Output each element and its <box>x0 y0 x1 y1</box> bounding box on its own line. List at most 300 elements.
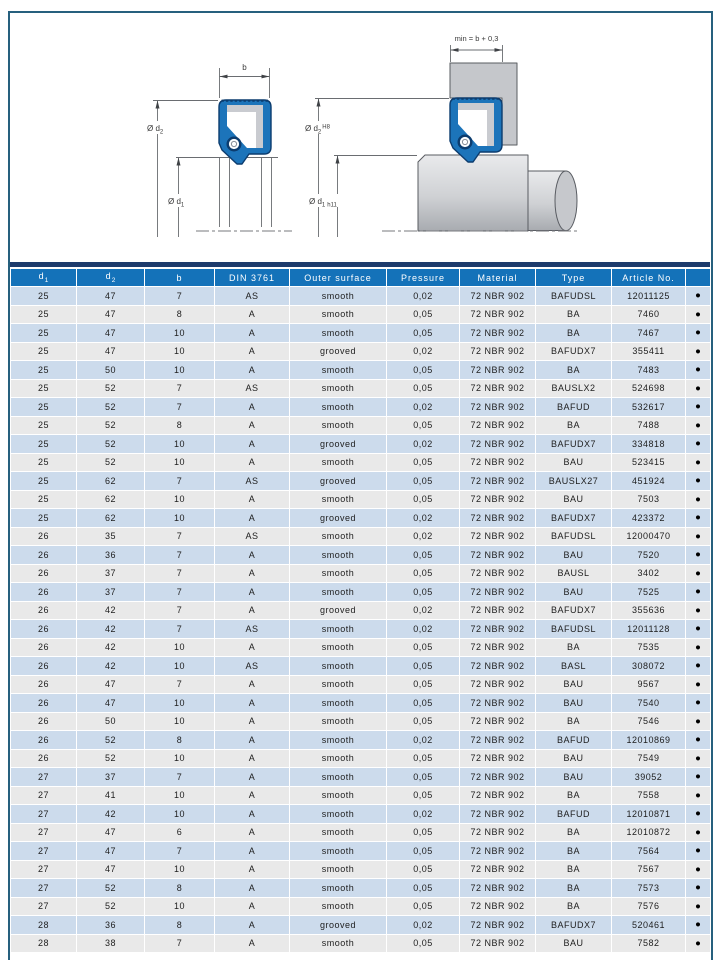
availability-dot: ● <box>686 749 711 768</box>
cell-type: BAU <box>536 694 612 713</box>
cell-d2: 42 <box>77 638 145 657</box>
cell-d1: 26 <box>11 583 77 602</box>
cell-outer-surface: smooth <box>290 398 387 417</box>
cell-din3761: A <box>215 916 290 935</box>
cell-material: 72 NBR 902 <box>460 509 536 528</box>
cell-d2: 52 <box>77 731 145 750</box>
cell-d1: 25 <box>11 305 77 324</box>
availability-dot: ● <box>686 583 711 602</box>
cell-article-no: 423372 <box>612 509 686 528</box>
cell-type: BA <box>536 638 612 657</box>
cell-material: 72 NBR 902 <box>460 361 536 380</box>
cell-din3761: A <box>215 583 290 602</box>
cell-material: 72 NBR 902 <box>460 749 536 768</box>
cell-d2: 47 <box>77 675 145 694</box>
installed-seal <box>450 98 502 162</box>
cell-d1: 28 <box>11 934 77 953</box>
cell-type: BASL <box>536 657 612 676</box>
cell-outer-surface: smooth <box>290 638 387 657</box>
table-row <box>11 842 711 861</box>
cell-type: BAU <box>536 934 612 953</box>
cell-type: BAU <box>536 453 612 472</box>
cell-outer-surface: grooved <box>290 601 387 620</box>
cell-din3761: AS <box>215 620 290 639</box>
cell-article-no: 7564 <box>612 842 686 861</box>
col-header-marker <box>686 269 711 287</box>
cell-article-no: 7549 <box>612 749 686 768</box>
table-row <box>11 712 711 731</box>
cell-type: BA <box>536 416 612 435</box>
cell-din3761: A <box>215 731 290 750</box>
table-row <box>11 638 711 657</box>
cell-d2: 52 <box>77 435 145 454</box>
cell-pressure: 0,05 <box>387 324 460 343</box>
cell-din3761: AS <box>215 527 290 546</box>
cell-outer-surface: smooth <box>290 379 387 398</box>
cell-article-no: 7567 <box>612 860 686 879</box>
cell-pressure: 0,05 <box>387 453 460 472</box>
cell-outer-surface: smooth <box>290 657 387 676</box>
cell-d1: 25 <box>11 398 77 417</box>
cell-outer-surface: smooth <box>290 675 387 694</box>
availability-dot: ● <box>686 842 711 861</box>
availability-dot: ● <box>686 879 711 898</box>
dim-label-d2-h8: Ø $d_2^{H8}$ <box>305 124 330 136</box>
cell-b: 7 <box>145 583 215 602</box>
cell-din3761: A <box>215 638 290 657</box>
cell-article-no: 532617 <box>612 398 686 417</box>
cell-d1: 26 <box>11 564 77 583</box>
cell-outer-surface: smooth <box>290 453 387 472</box>
cell-pressure: 0,05 <box>387 583 460 602</box>
dim-label-d2: Ø $d_2$ <box>147 124 164 136</box>
table-row <box>11 897 711 916</box>
table-row <box>11 583 711 602</box>
cell-material: 72 NBR 902 <box>460 675 536 694</box>
cell-material: 72 NBR 902 <box>460 768 536 787</box>
cell-article-no: 39052 <box>612 768 686 787</box>
availability-dot: ● <box>686 638 711 657</box>
cell-material: 72 NBR 902 <box>460 416 536 435</box>
cell-pressure: 0,05 <box>387 749 460 768</box>
cell-pressure: 0,02 <box>387 916 460 935</box>
cell-b: 7 <box>145 527 215 546</box>
cell-type: BA <box>536 842 612 861</box>
cell-outer-surface: smooth <box>290 546 387 565</box>
cell-type: BAUSLX2 <box>536 379 612 398</box>
cell-b: 10 <box>145 490 215 509</box>
table-row <box>11 620 711 639</box>
cell-d1: 28 <box>11 916 77 935</box>
cell-type: BAFUD <box>536 731 612 750</box>
cell-b: 10 <box>145 361 215 380</box>
cell-material: 72 NBR 902 <box>460 379 536 398</box>
cell-material: 72 NBR 902 <box>460 564 536 583</box>
dim-label-b: b <box>242 63 247 72</box>
cell-article-no: 12011125 <box>612 287 686 306</box>
cell-din3761: A <box>215 823 290 842</box>
cell-b: 7 <box>145 934 215 953</box>
col-header-d1: $d_1$ <box>11 269 77 287</box>
cell-type: BA <box>536 860 612 879</box>
cell-b: 10 <box>145 860 215 879</box>
cell-b: 10 <box>145 786 215 805</box>
cell-type: BAU <box>536 749 612 768</box>
cell-material: 72 NBR 902 <box>460 287 536 306</box>
table-row <box>11 472 711 491</box>
col-header-d2: $d_2$ <box>77 269 145 287</box>
cell-b: 7 <box>145 398 215 417</box>
availability-dot: ● <box>686 509 711 528</box>
cell-b: 6 <box>145 823 215 842</box>
cell-din3761: A <box>215 842 290 861</box>
cell-outer-surface: smooth <box>290 897 387 916</box>
cell-d1: 27 <box>11 879 77 898</box>
cell-type: BAU <box>536 675 612 694</box>
cell-material: 72 NBR 902 <box>460 398 536 417</box>
dim-label-d1: Ø $d_1$ <box>168 197 185 209</box>
cell-d2: 36 <box>77 916 145 935</box>
cell-d1: 27 <box>11 860 77 879</box>
cell-outer-surface: grooved <box>290 472 387 491</box>
table-row <box>11 749 711 768</box>
cell-pressure: 0,02 <box>387 527 460 546</box>
table-row <box>11 694 711 713</box>
cell-type: BAFUDX7 <box>536 601 612 620</box>
cell-material: 72 NBR 902 <box>460 583 536 602</box>
cell-d1: 26 <box>11 638 77 657</box>
cell-d2: 62 <box>77 472 145 491</box>
cell-article-no: 7540 <box>612 694 686 713</box>
cell-b: 7 <box>145 379 215 398</box>
table-row <box>11 435 711 454</box>
cell-pressure: 0,05 <box>387 694 460 713</box>
cell-d1: 25 <box>11 287 77 306</box>
cell-material: 72 NBR 902 <box>460 601 536 620</box>
availability-dot: ● <box>686 768 711 787</box>
table-row <box>11 361 711 380</box>
cell-pressure: 0,02 <box>387 620 460 639</box>
cell-pressure: 0,05 <box>387 860 460 879</box>
cell-b: 10 <box>145 805 215 824</box>
cell-outer-surface: smooth <box>290 879 387 898</box>
cell-material: 72 NBR 902 <box>460 490 536 509</box>
cell-pressure: 0,05 <box>387 768 460 787</box>
cell-b: 7 <box>145 601 215 620</box>
cell-article-no: 355411 <box>612 342 686 361</box>
cell-article-no: 520461 <box>612 916 686 935</box>
cell-article-no: 7460 <box>612 305 686 324</box>
cell-din3761: A <box>215 435 290 454</box>
cell-b: 10 <box>145 435 215 454</box>
availability-dot: ● <box>686 786 711 805</box>
cell-type: BA <box>536 879 612 898</box>
cell-type: BAU <box>536 546 612 565</box>
cell-article-no: 7483 <box>612 361 686 380</box>
table-row <box>11 287 711 306</box>
table-row <box>11 675 711 694</box>
cell-pressure: 0,05 <box>387 897 460 916</box>
cell-outer-surface: grooved <box>290 342 387 361</box>
table-row <box>11 527 711 546</box>
cell-type: BAFUDX7 <box>536 916 612 935</box>
cell-d2: 47 <box>77 305 145 324</box>
cell-pressure: 0,05 <box>387 786 460 805</box>
cell-pressure: 0,05 <box>387 305 460 324</box>
cell-din3761: AS <box>215 472 290 491</box>
cell-d2: 52 <box>77 416 145 435</box>
cell-d1: 26 <box>11 620 77 639</box>
cell-d1: 25 <box>11 509 77 528</box>
cell-b: 10 <box>145 453 215 472</box>
cell-d2: 47 <box>77 324 145 343</box>
cell-outer-surface: smooth <box>290 860 387 879</box>
cell-type: BA <box>536 712 612 731</box>
spec-table <box>10 268 711 953</box>
table-row <box>11 805 711 824</box>
cell-material: 72 NBR 902 <box>460 527 536 546</box>
cell-d1: 26 <box>11 749 77 768</box>
cell-din3761: A <box>215 897 290 916</box>
cell-pressure: 0,05 <box>387 472 460 491</box>
cell-pressure: 0,05 <box>387 842 460 861</box>
cell-article-no: 7520 <box>612 546 686 565</box>
cell-material: 72 NBR 902 <box>460 472 536 491</box>
cell-article-no: 451924 <box>612 472 686 491</box>
cell-din3761: A <box>215 601 290 620</box>
dim-label-min-width: min = b + 0,3 <box>454 34 499 43</box>
cell-d1: 26 <box>11 675 77 694</box>
cell-type: BA <box>536 786 612 805</box>
cell-article-no: 12010869 <box>612 731 686 750</box>
cell-din3761: A <box>215 768 290 787</box>
seal-technical-diagram <box>0 0 720 258</box>
cell-d2: 52 <box>77 453 145 472</box>
table-row <box>11 379 711 398</box>
availability-dot: ● <box>686 305 711 324</box>
cell-d1: 25 <box>11 435 77 454</box>
cell-article-no: 7535 <box>612 638 686 657</box>
availability-dot: ● <box>686 675 711 694</box>
seal-specifications-table <box>10 262 710 953</box>
cell-pressure: 0,05 <box>387 564 460 583</box>
cell-material: 72 NBR 902 <box>460 324 536 343</box>
availability-dot: ● <box>686 712 711 731</box>
cell-din3761: A <box>215 564 290 583</box>
cell-outer-surface: smooth <box>290 842 387 861</box>
cell-material: 72 NBR 902 <box>460 805 536 824</box>
shaft-end-face <box>555 171 577 231</box>
cell-type: BAU <box>536 583 612 602</box>
cell-outer-surface: smooth <box>290 416 387 435</box>
cell-pressure: 0,05 <box>387 416 460 435</box>
cell-pressure: 0,05 <box>387 361 460 380</box>
availability-dot: ● <box>686 564 711 583</box>
cell-d2: 42 <box>77 657 145 676</box>
table-row <box>11 657 711 676</box>
cell-d2: 62 <box>77 509 145 528</box>
cell-b: 7 <box>145 620 215 639</box>
cell-article-no: 12000470 <box>612 527 686 546</box>
cell-article-no: 7488 <box>612 416 686 435</box>
cell-type: BAFUD <box>536 805 612 824</box>
availability-dot: ● <box>686 916 711 935</box>
cell-outer-surface: smooth <box>290 823 387 842</box>
col-header-type: Type <box>536 269 612 287</box>
seal-cross-section <box>219 100 271 164</box>
cell-d1: 25 <box>11 490 77 509</box>
cell-din3761: A <box>215 490 290 509</box>
cell-type: BA <box>536 324 612 343</box>
cell-d2: 37 <box>77 768 145 787</box>
cell-type: BAFUDSL <box>536 620 612 639</box>
cell-din3761: A <box>215 361 290 380</box>
cell-type: BAUSL <box>536 564 612 583</box>
cell-b: 8 <box>145 416 215 435</box>
cell-d2: 62 <box>77 490 145 509</box>
cell-article-no: 12010872 <box>612 823 686 842</box>
cell-d1: 25 <box>11 453 77 472</box>
cell-d2: 42 <box>77 620 145 639</box>
cell-pressure: 0,05 <box>387 934 460 953</box>
cell-d2: 47 <box>77 842 145 861</box>
cell-article-no: 334818 <box>612 435 686 454</box>
table-row <box>11 305 711 324</box>
cell-type: BAFUDSL <box>536 527 612 546</box>
table-row <box>11 509 711 528</box>
availability-dot: ● <box>686 823 711 842</box>
cell-material: 72 NBR 902 <box>460 934 536 953</box>
cell-type: BAFUDX7 <box>536 342 612 361</box>
table-row <box>11 398 711 417</box>
table-row <box>11 453 711 472</box>
col-header-pressure: Pressure <box>387 269 460 287</box>
cell-type: BA <box>536 897 612 916</box>
cell-b: 7 <box>145 564 215 583</box>
cell-d1: 25 <box>11 379 77 398</box>
left-diagram <box>145 63 292 237</box>
cell-b: 8 <box>145 879 215 898</box>
cell-d2: 47 <box>77 694 145 713</box>
cell-outer-surface: grooved <box>290 435 387 454</box>
availability-dot: ● <box>686 324 711 343</box>
cell-din3761: AS <box>215 379 290 398</box>
cell-material: 72 NBR 902 <box>460 435 536 454</box>
cell-b: 8 <box>145 731 215 750</box>
cell-material: 72 NBR 902 <box>460 694 536 713</box>
cell-material: 72 NBR 902 <box>460 453 536 472</box>
availability-dot: ● <box>686 490 711 509</box>
availability-dot: ● <box>686 527 711 546</box>
table-body <box>11 287 711 953</box>
cell-outer-surface: smooth <box>290 731 387 750</box>
availability-dot: ● <box>686 472 711 491</box>
availability-dot: ● <box>686 435 711 454</box>
availability-dot: ● <box>686 860 711 879</box>
cell-outer-surface: smooth <box>290 490 387 509</box>
cell-article-no: 7525 <box>612 583 686 602</box>
availability-dot: ● <box>686 342 711 361</box>
cell-outer-surface: smooth <box>290 786 387 805</box>
cell-din3761: A <box>215 546 290 565</box>
cell-type: BAFUD <box>536 398 612 417</box>
cell-d1: 27 <box>11 768 77 787</box>
cell-d2: 42 <box>77 805 145 824</box>
table-row <box>11 879 711 898</box>
cell-din3761: A <box>215 509 290 528</box>
cell-d1: 26 <box>11 731 77 750</box>
table-row <box>11 786 711 805</box>
cell-d1: 25 <box>11 361 77 380</box>
cell-d1: 26 <box>11 694 77 713</box>
cell-b: 7 <box>145 842 215 861</box>
cell-type: BAU <box>536 768 612 787</box>
cell-material: 72 NBR 902 <box>460 823 536 842</box>
availability-dot: ● <box>686 453 711 472</box>
cell-din3761: A <box>215 934 290 953</box>
cell-article-no: 3402 <box>612 564 686 583</box>
cell-pressure: 0,05 <box>387 675 460 694</box>
cell-outer-surface: grooved <box>290 916 387 935</box>
table-row <box>11 731 711 750</box>
cell-article-no: 9567 <box>612 675 686 694</box>
cell-b: 7 <box>145 546 215 565</box>
col-header-b: b <box>145 269 215 287</box>
cell-din3761: AS <box>215 287 290 306</box>
cell-material: 72 NBR 902 <box>460 546 536 565</box>
cell-b: 7 <box>145 768 215 787</box>
cell-d1: 26 <box>11 712 77 731</box>
cell-din3761: A <box>215 786 290 805</box>
cell-article-no: 7576 <box>612 897 686 916</box>
cell-b: 7 <box>145 675 215 694</box>
cell-pressure: 0,02 <box>387 287 460 306</box>
table-row <box>11 416 711 435</box>
cell-b: 10 <box>145 638 215 657</box>
cell-b: 7 <box>145 287 215 306</box>
cell-pressure: 0,02 <box>387 731 460 750</box>
cell-d2: 52 <box>77 379 145 398</box>
cell-outer-surface: smooth <box>290 583 387 602</box>
garter-spring-core <box>231 141 236 146</box>
cell-b: 8 <box>145 305 215 324</box>
table-row <box>11 860 711 879</box>
cell-d2: 50 <box>77 712 145 731</box>
cell-outer-surface: smooth <box>290 694 387 713</box>
availability-dot: ● <box>686 287 711 306</box>
cell-din3761: A <box>215 398 290 417</box>
cell-pressure: 0,02 <box>387 435 460 454</box>
cell-type: BAU <box>536 490 612 509</box>
cell-din3761: A <box>215 453 290 472</box>
cell-outer-surface: smooth <box>290 564 387 583</box>
cell-outer-surface: smooth <box>290 768 387 787</box>
cell-din3761: A <box>215 342 290 361</box>
cell-type: BA <box>536 305 612 324</box>
cell-d2: 37 <box>77 564 145 583</box>
cell-din3761: A <box>215 879 290 898</box>
cell-pressure: 0,05 <box>387 879 460 898</box>
cell-d2: 52 <box>77 897 145 916</box>
cell-din3761: A <box>215 416 290 435</box>
cell-pressure: 0,05 <box>387 379 460 398</box>
cell-outer-surface: smooth <box>290 934 387 953</box>
cell-material: 72 NBR 902 <box>460 620 536 639</box>
cell-material: 72 NBR 902 <box>460 897 536 916</box>
cell-article-no: 7546 <box>612 712 686 731</box>
cell-article-no: 7558 <box>612 786 686 805</box>
cell-pressure: 0,02 <box>387 805 460 824</box>
